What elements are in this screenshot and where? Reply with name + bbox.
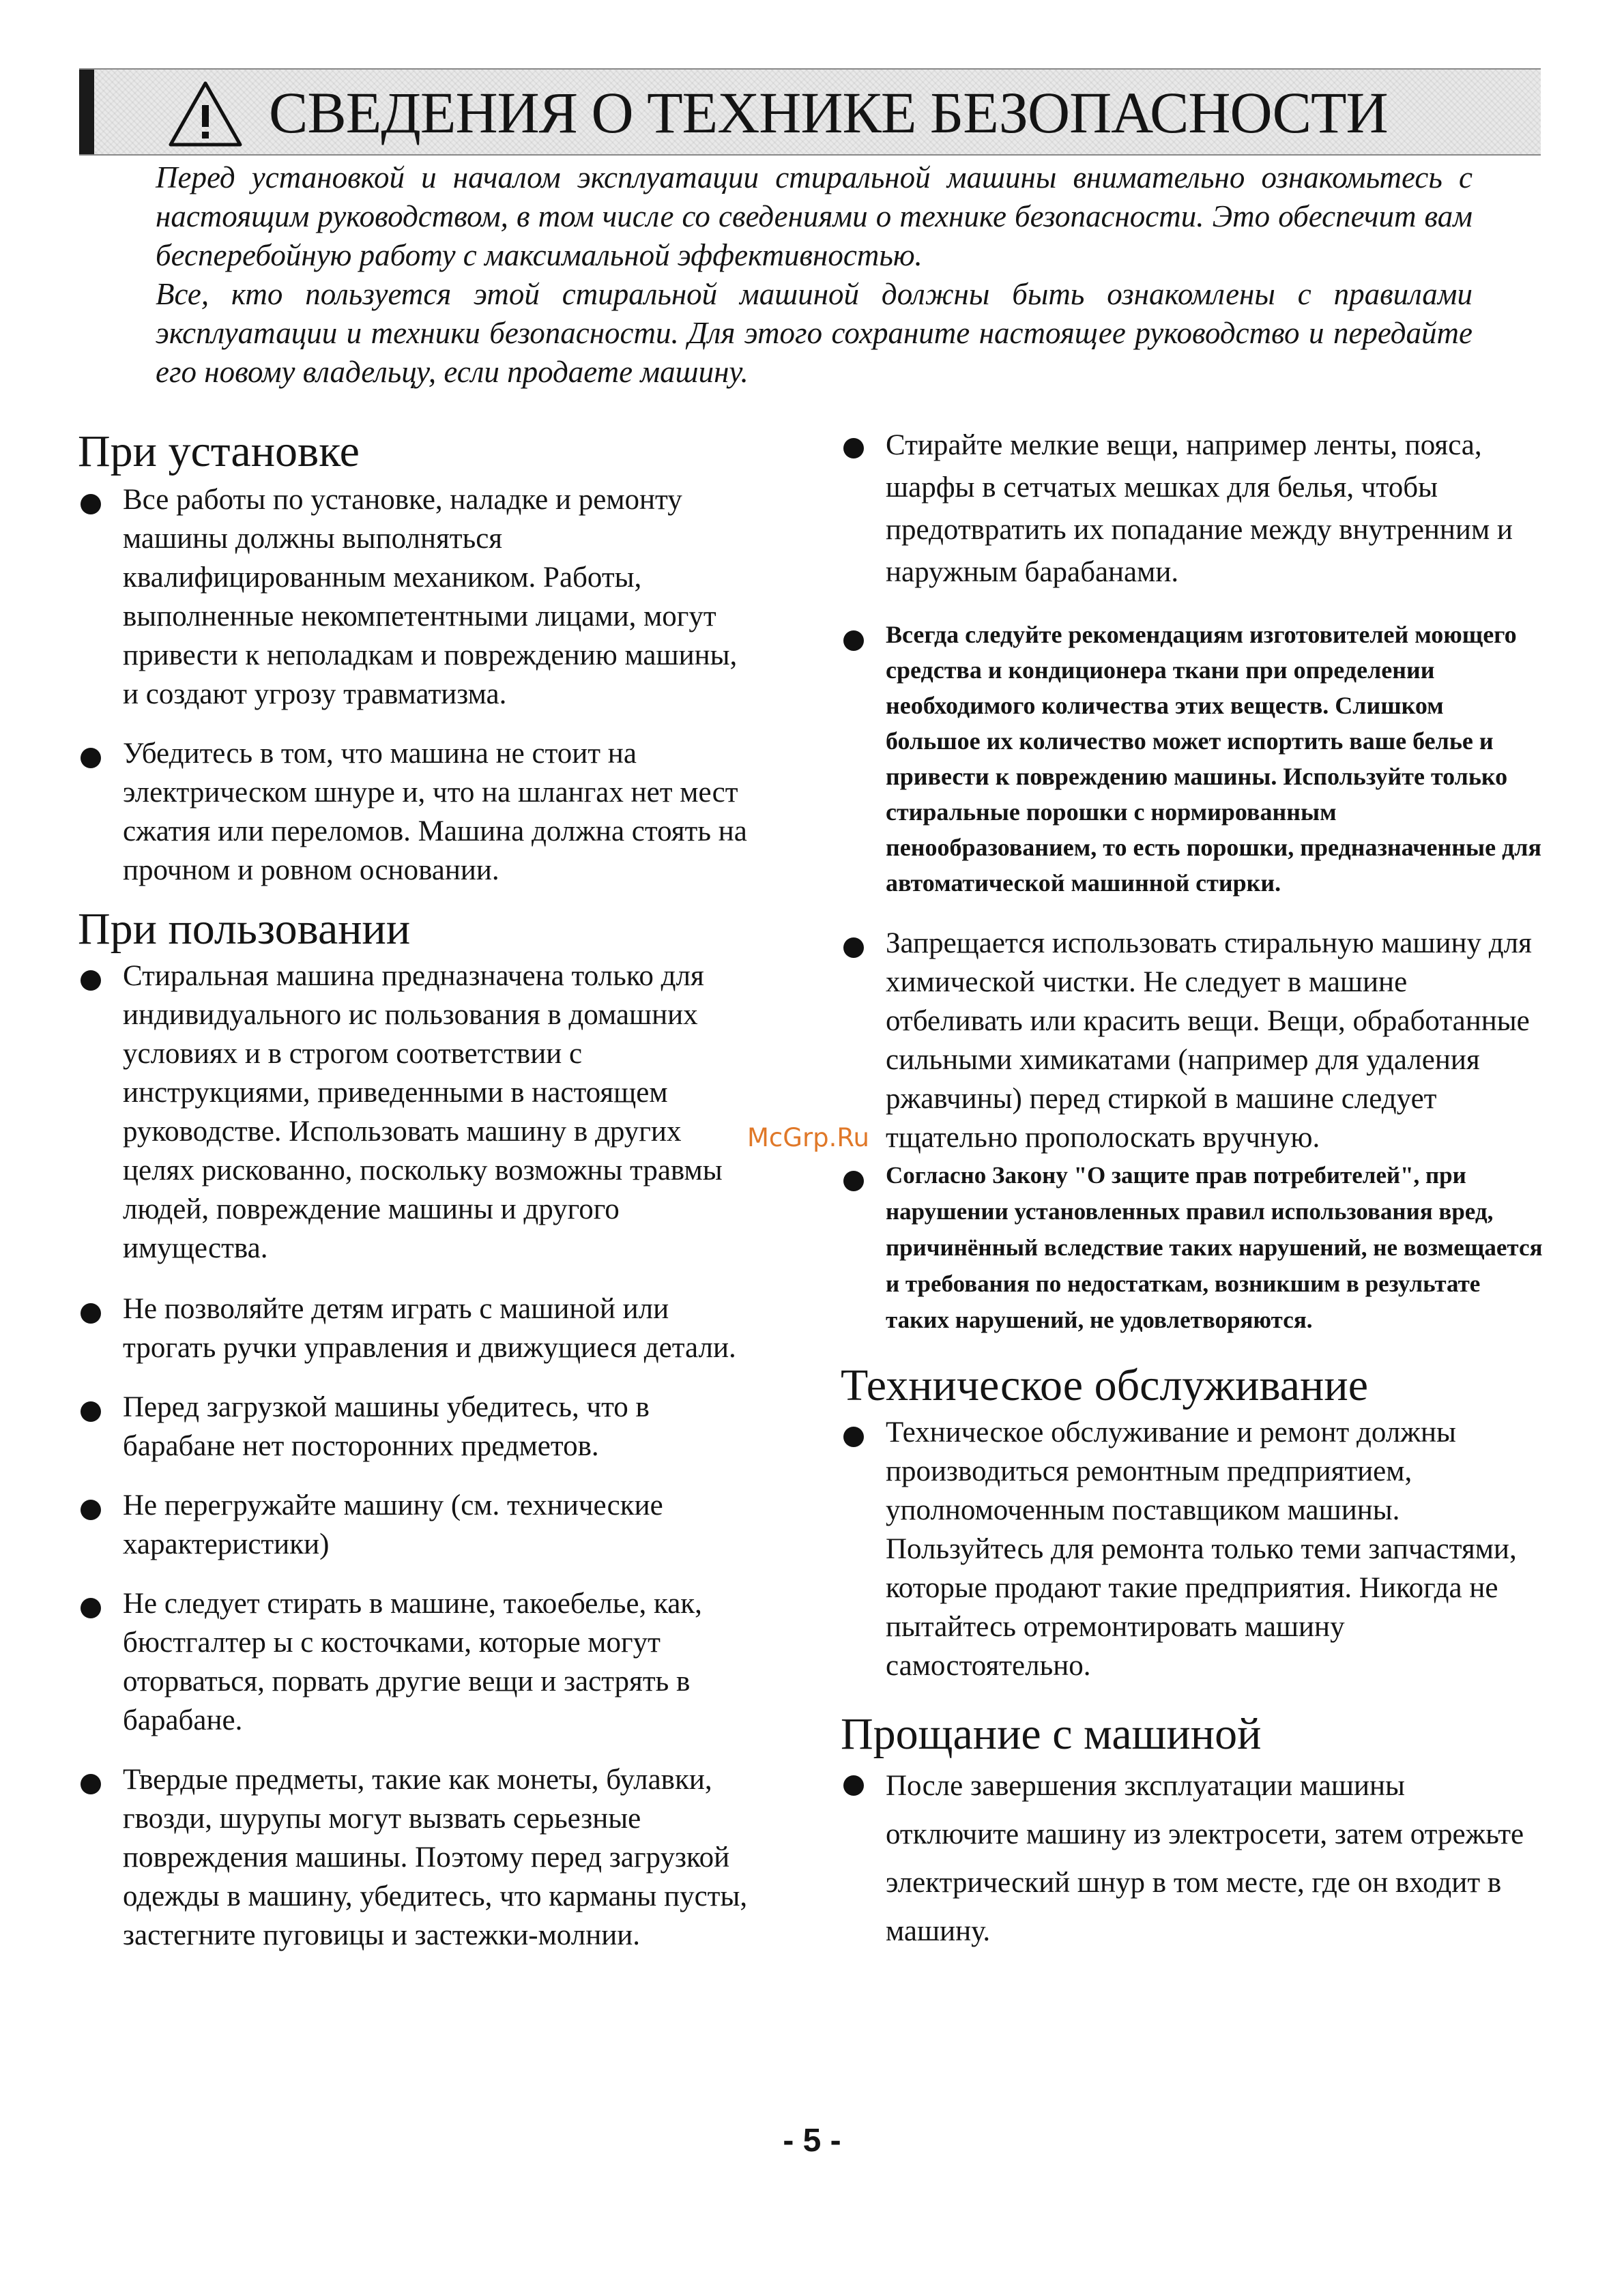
list-item: Стиральная машина предназначена только для индивидуального ис пользования в домашних условиях и в строгом соответствии с инструкциями, приведенными в настоящем руководстве. Использовать машину в других целях рискованно, поскольку возможны травмы людей, повреждение машины и другого имущества.: [78, 957, 760, 1268]
law-note: Согласно Закону "О защите прав потребителей", при нарушении установленных правил использования вред, причинённый вследствие таких нарушений, не возмещается и требования по недостаткам, возникшим в результате таких нарушений, не удовлетворяются.: [841, 1157, 1543, 1338]
usage-heading: При пользовании: [78, 904, 411, 954]
list-item: Не позволяйте детям играть с машиной или трогать ручки управления и движущиеся детали.: [78, 1290, 760, 1367]
list-item: Запрещается использовать стиральную машину для химической чистки. Не следует в машине отбеливать или красить вещи. Вещи, обработанные сильными химикатами (например для удаления ржавчины) перед стиркой в машине следует тщательно прополоскать вручную.: [841, 924, 1543, 1157]
header-left-block: [79, 70, 94, 154]
intro-text: [156, 158, 1473, 392]
maintenance-heading: Техническое обслуживание: [841, 1360, 1368, 1410]
list-item: Перед загрузкой машины убедитесь, что в барабане нет посторонних предметов.: [78, 1388, 760, 1466]
list-item: Все работы по установке, наладке и ремонту машины должны выполняться квалифицированным механиком. Работы, выполненные некомпетентными лицами, могут привести к неполадкам и повреждению машины, и создают угрозу травматизма.: [78, 480, 760, 714]
warning-triangle-icon: [168, 81, 243, 147]
list-item: После завершения зксплуатации машины отключите машину из электросети, затем отрежьте электрический шнур в том месте, где он входит в машину.: [841, 1762, 1543, 1955]
list-item: Убедитесь в том, что машина не стоит на электрическом шнуре и, что на шлангах нет мест сжатия или переломов. Машина должна стоять на прочном и ровном основании.: [78, 734, 760, 890]
list-item: Техническое обслуживание и ремонт должны производиться ремонтным предприятием, уполномоченным поставщиком машины. Пользуйтесь для ремонта только теми запчастями, которые продают такие предприятия. Никогда не пытайтесь отремонтировать машину самостоятельно.: [841, 1413, 1543, 1685]
intro-paragraph-1: Перед установкой и началом эксплуатации стиральной машины внимательно ознакомьтесь с настоящим руководством, в том числе со сведениями о технике безопасности. Это обеспечит вам бесперебойную работу с максимальной эффективностью.: [156, 160, 1473, 272]
list-item: Не перегружайте машину (см. технические характеристики): [78, 1486, 760, 1564]
page-title: СВЕДЕНИЯ О ТЕХНИКЕ БЕЗОПАСНОСТИ: [269, 80, 1388, 145]
list-item: Твердые предметы, такие как монеты, булавки, гвозди, шурупы могут вызвать серьезные повреждения машины. Поэтому перед загрузкой одежды в машину, убедитесь, что карманы пусты, застегните пуговицы и застежки-молнии.: [78, 1760, 760, 1955]
watermark: McGrp.Ru: [747, 1123, 869, 1152]
right-column: [841, 424, 1543, 1955]
left-column: [78, 424, 760, 1955]
intro-paragraph-2: Все, кто пользуется этой стиральной машиной должны быть ознакомлены с правилами эксплуатации и техники безопасности. Для этого сохраните настоящее руководство и передайте его новому владельцу, если продаете машину.: [156, 277, 1473, 389]
section-header-bar: [79, 68, 1541, 156]
list-item: Не следует стирать в машине, такоебелье, как, бюстгалтер ы с косточками, которые могут оторваться, порвать другие вещи и застрять в барабане.: [78, 1584, 760, 1740]
installation-heading: При установке: [78, 426, 360, 476]
list-item: Всегда следуйте рекомендациям изготовителей моющего средства и кондиционера ткани при определении необходимого количества этих веществ. Слишком большое их количество может испортить ваше белье и привести к повреждению машины. Используйте только стиральные порошки с нормированным пенообразованием, то есть порошки, предназначенные для автоматической машинной стирки.: [841, 617, 1543, 901]
disposal-heading: Прощание с машиной: [841, 1709, 1262, 1759]
list-item: Стирайте мелкие вещи, например ленты, пояса, шарфы в сетчатых мешках для белья, чтобы предотвратить их попадание между внутренним и наружным барабанами.: [841, 424, 1543, 594]
page-number: - 5 -: [783, 2123, 841, 2159]
